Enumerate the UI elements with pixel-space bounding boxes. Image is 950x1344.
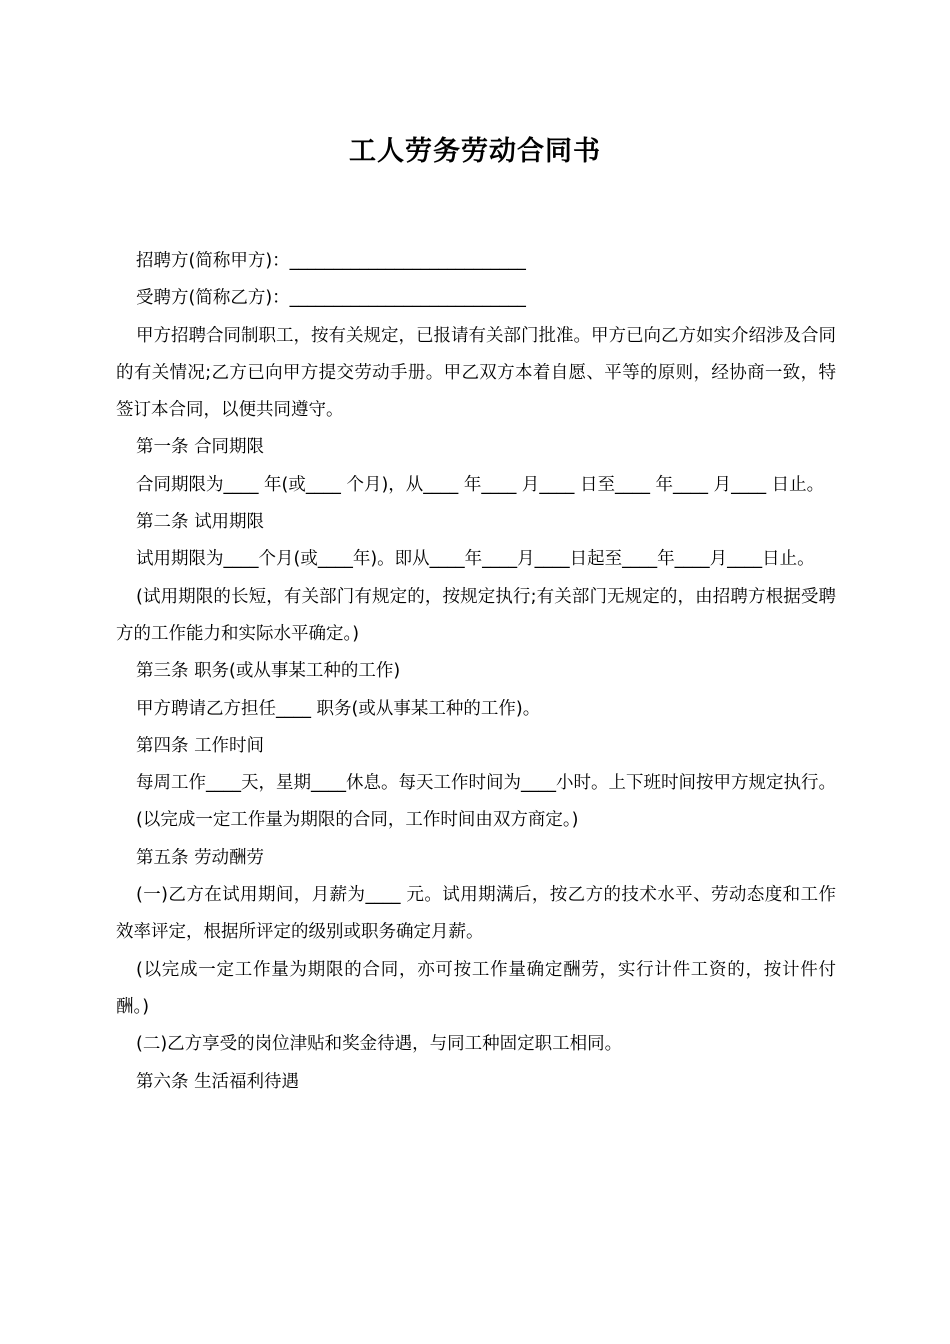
- article-3-text: 甲方聘请乙方担任____ 职务(或从事某工种的工作)。: [136, 698, 541, 719]
- article-4-text: 每周工作____天，星期____休息。每天工作时间为____小时。上下班时间按甲方规定执行。: [136, 773, 836, 794]
- party-b-line: 受聘方(简称乙方)：___________________________: [136, 288, 526, 309]
- article-1-text: 合同期限为____ 年(或____ 个月)，从____ 年____ 月____ 日至____ 年____ 月____ 日止。: [136, 474, 825, 495]
- article-2-heading: 第二条 试用期限: [136, 512, 265, 533]
- party-a-line: 招聘方(简称甲方)：___________________________: [136, 251, 526, 271]
- document-title: 工人劳务劳动合同书: [349, 136, 601, 167]
- document-body: [116, 243, 836, 1101]
- article-5-heading: 第五条 劳动酬劳: [136, 847, 265, 868]
- article-5-clause-1: (一)乙方在试用期间，月薪为____ 元。试用期满后，按乙方的技术水平、劳动态度和工作效率评定，根据所评定的级别或职务确定月薪。: [116, 885, 836, 943]
- article-6-heading: 第六条 生活福利待遇: [136, 1071, 300, 1092]
- article-2-text: 试用期限为____个月(或____年)。即从____年____月____日起至____年____月____日止。: [136, 549, 815, 570]
- article-4-note: (以完成一定工作量为期限的合同，工作时间由双方商定。): [136, 810, 579, 831]
- article-5-clause-2: (二)乙方享受的岗位津贴和奖金待遇，与同工种固定职工相同。: [136, 1034, 623, 1055]
- preamble-paragraph: 甲方招聘合同制职工，按有关规定，已报请有关部门批准。甲方已向乙方如实介绍涉及合同的有关情况;乙方已向甲方提交劳动手册。甲乙双方本着自愿、平等的原则，经协商一致，特签订本合同，以便共同遵守。: [116, 325, 836, 421]
- article-4-heading: 第四条 工作时间: [136, 735, 265, 756]
- article-5-note: (以完成一定工作量为期限的合同，亦可按工作量确定酬劳，实行计件工资的，按计件付酬。): [116, 959, 836, 1017]
- article-1-heading: 第一条 合同期限: [136, 437, 265, 458]
- article-3-heading: 第三条 职务(或从事某工种的工作): [136, 661, 401, 682]
- article-2-note: (试用期限的长短，有关部门有规定的，按规定执行;有关部门无规定的，由招聘方根据受聘方的工作能力和实际水平确定。): [116, 586, 836, 644]
